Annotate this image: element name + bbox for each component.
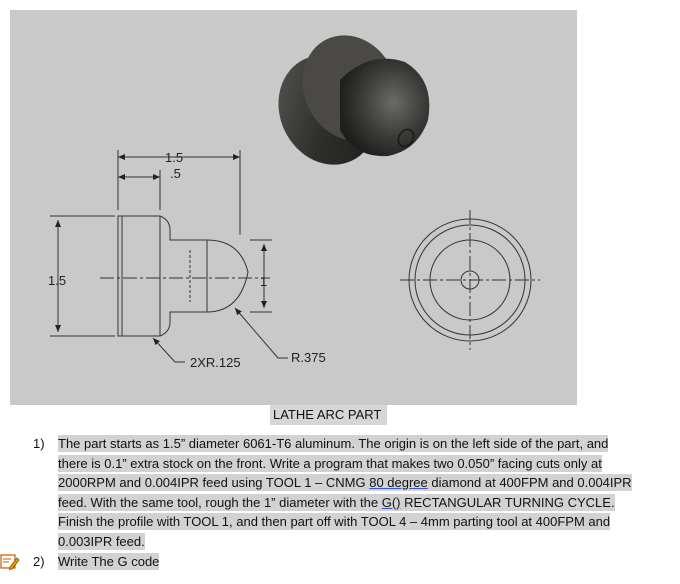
item-text-part: Write The G code <box>58 554 160 569</box>
side-profile <box>118 216 248 336</box>
dim-head-label: .5 <box>170 166 181 181</box>
side-view <box>50 150 288 362</box>
item-text <box>58 552 636 572</box>
dim-overall-label: 1.5 <box>165 150 184 165</box>
drawing-figure <box>10 10 577 405</box>
link-80-degree[interactable]: 80 degree <box>369 475 428 490</box>
leader-radius <box>235 308 288 358</box>
figure-caption: LATHE ARC PART <box>270 405 387 425</box>
item-text <box>58 434 636 551</box>
end-view <box>400 210 540 350</box>
technical-drawing <box>10 10 577 405</box>
dim-right-dia-label: 1 <box>260 274 268 289</box>
item-text-part: The part starts as 1.5” diameter 6061-T6 aluminum. The origin is on the left side of the part, and there is 0.1” extra stock on the front. Write a program that makes two 0.050” facing cuts only at 2000RPM and 0.004IPR feed using TOOL 1 – CNMG <box>58 436 609 490</box>
item-text-part: diamond at 400FPM and 0.004IPR feed. With the same tool, rough the 1” diameter with the <box>58 475 632 510</box>
radius-note: R.375 <box>291 350 326 365</box>
edit-note-icon[interactable] <box>0 553 20 571</box>
fillet-note: 2XR.125 <box>190 355 241 370</box>
item-text-part: RECTANGULAR TURNING CYCLE. Finish the profile with TOOL 1, and then part off with TOOL 4 – 4mm parting tool at 400FPM and 0.003IPR feed. <box>58 494 615 549</box>
dim-left-dia-label: 1.5 <box>48 273 67 288</box>
leader-fillet <box>153 338 185 362</box>
item-number: 2) <box>33 554 45 569</box>
part-dome <box>340 59 429 157</box>
part-3d-render <box>261 20 429 181</box>
link-g-code[interactable]: G() <box>381 494 401 510</box>
item-number: 1) <box>33 436 45 451</box>
